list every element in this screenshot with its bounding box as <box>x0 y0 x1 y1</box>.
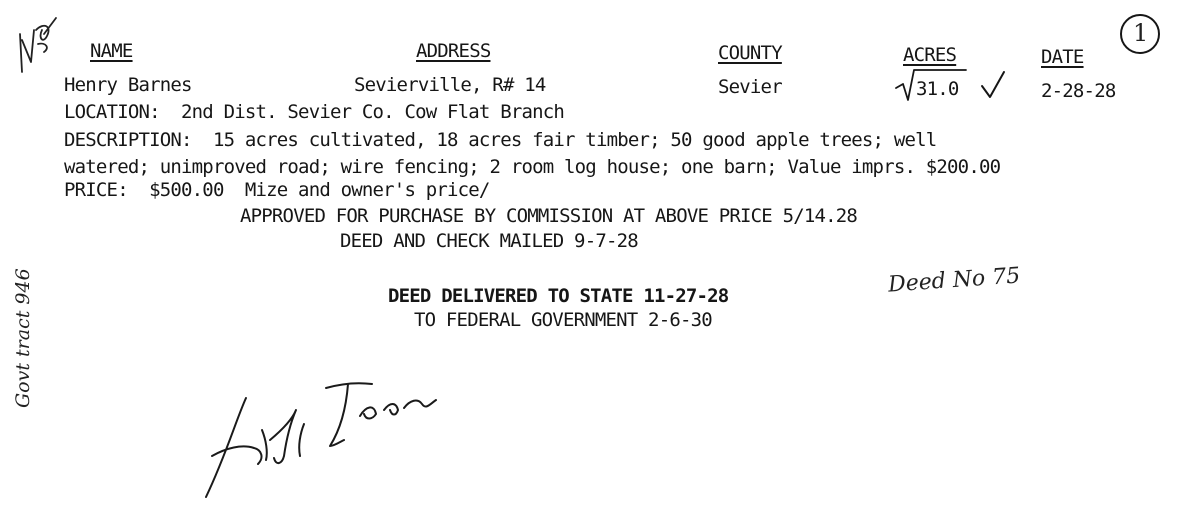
delivered-state-line: DEED DELIVERED TO STATE 11-27-28 <box>388 285 729 307</box>
county-header: COUNTY <box>718 42 782 64</box>
description-line-1: DESCRIPTION: 15 acres cultivated, 18 acres fair timber; 50 good apple trees; well <box>64 129 937 151</box>
delivered-federal-line: TO FEDERAL GOVERNMENT 2-6-30 <box>414 309 712 331</box>
acres-value: 31.0 <box>916 78 959 100</box>
date-value: 2-28-28 <box>1041 80 1116 102</box>
description-line-2: watered; unimproved road; wire fencing; 2 room log house; one barn; Value imprs. $200.00 <box>64 156 1001 178</box>
owner-address: Sevierville, R# 14 <box>354 74 546 96</box>
card-number-badge <box>1120 14 1160 54</box>
approved-line: APPROVED FOR PURCHASE BY COMMISSION AT ABOVE PRICE 5/14.28 <box>240 205 858 227</box>
name-header: NAME <box>90 40 133 62</box>
county-value: Sevier <box>718 76 782 98</box>
owner-name: Henry Barnes <box>64 74 192 96</box>
deed-number-note: Deed No 75 <box>887 263 1021 298</box>
checkmark-icon <box>982 72 1004 97</box>
date-header: DATE <box>1041 46 1084 68</box>
signature-drawing <box>206 383 436 497</box>
address-header: ADDRESS <box>416 40 491 62</box>
govt-tract-note: Govt tract 946 <box>12 268 34 408</box>
location-line: LOCATION: 2nd Dist. Sevier Co. Cow Flat Branch <box>64 101 565 123</box>
card-number: 1 <box>1133 19 1149 47</box>
acres-header: ACRES <box>903 44 957 66</box>
price-line: PRICE: $500.00 Mize and owner's price/ <box>64 179 490 201</box>
corner-scribble-icon <box>20 18 56 72</box>
deed-mailed-line: DEED AND CHECK MAILED 9-7-28 <box>340 230 638 252</box>
